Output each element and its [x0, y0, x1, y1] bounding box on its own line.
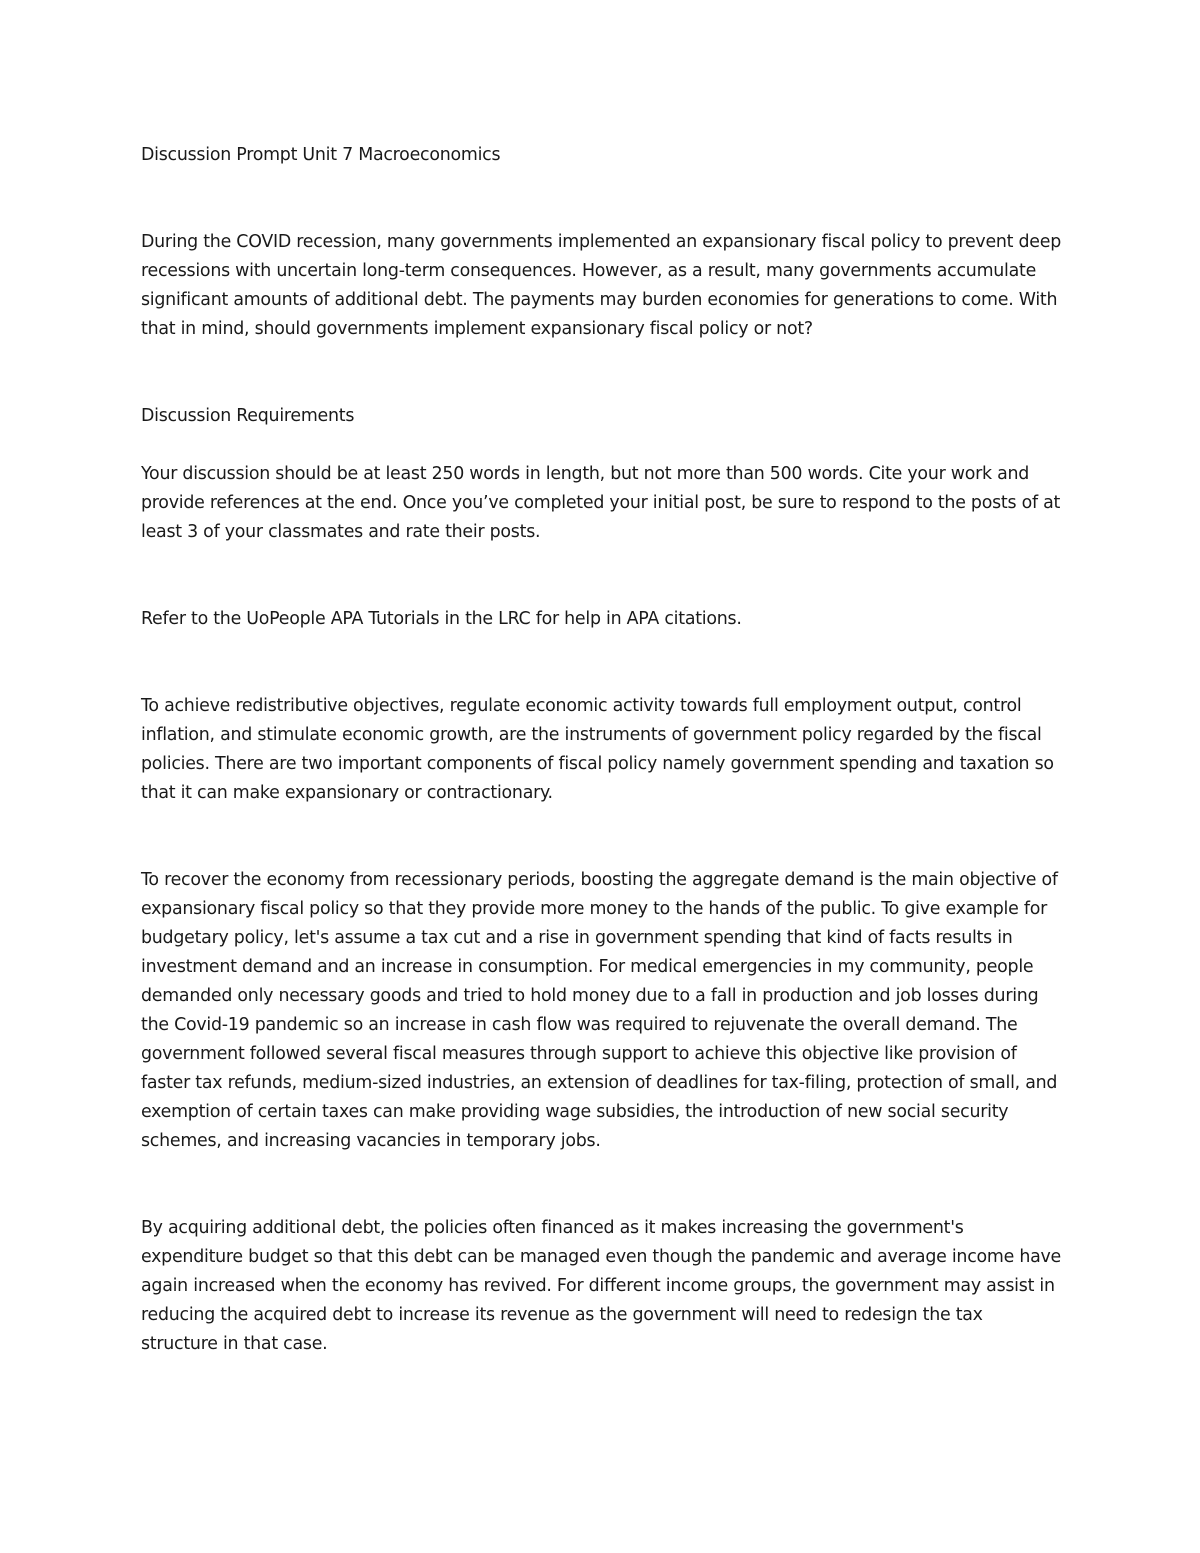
document-title: Discussion Prompt Unit 7 Macroeconomics: [141, 145, 501, 165]
discussion-prompt: During the COVID recession, many governments implemented an expansionary fiscal policy to prevent deep recessions with uncertain long-term consequences. However, as a result, many governments accumulate significant amounts of additional debt. The payments may burden economies for generations to come. With that in mind, should governments implement expansionary fiscal policy or not?: [141, 232, 1061, 339]
essay-paragraph-2: To recover the economy from recessionary periods, boosting the aggregate demand is the main objective of expansionary fiscal policy so that they provide more money to the hands of the public. To give example for budgetary policy, let's assume a tax cut and a rise in government spending that kind of facts results in investment demand and an increase in consumption. For medical emergencies in my community, people demanded only necessary goods and tried to hold money due to a fall in production and job losses during the Covid-19 pandemic so an increase in cash flow was required to rejuvenate the overall demand. The government followed several fiscal measures through support to achieve this objective like provision of faster tax refunds, medium-sized industries, an extension of deadlines for tax-filing, protection of small, and exemption of certain taxes can make providing wage subsidies, the introduction of new social security schemes, and increasing vacancies in temporary jobs.: [141, 870, 1058, 1151]
apa-note: Refer to the UoPeople APA Tutorials in the LRC for help in APA citations.: [141, 609, 742, 629]
document-body: [141, 141, 1061, 1359]
requirements-heading: Discussion Requirements: [141, 406, 355, 426]
requirements-body: Your discussion should be at least 250 words in length, but not more than 500 words. Cite your work and provide references at the end. Once you’ve completed your initial post, be sure to respond to the posts of at least 3 of your classmates and rate their posts.: [141, 464, 1061, 542]
essay-paragraph-1: To achieve redistributive objectives, regulate economic activity towards full employment output, control inflation, and stimulate economic growth, are the instruments of government policy regarded by the fiscal policies. There are two important components of fiscal policy namely government spending and taxation so that it can make expansionary or contractionary.: [141, 696, 1054, 803]
essay-paragraph-3: By acquiring additional debt, the policies often financed as it makes increasing the government's expenditure budget so that this debt can be managed even though the pandemic and average income have again increased when the economy has revived. For different income groups, the government may assist in reducing the acquired debt to increase its revenue as the government will need to redesign the tax structure in that case.: [141, 1218, 1061, 1354]
